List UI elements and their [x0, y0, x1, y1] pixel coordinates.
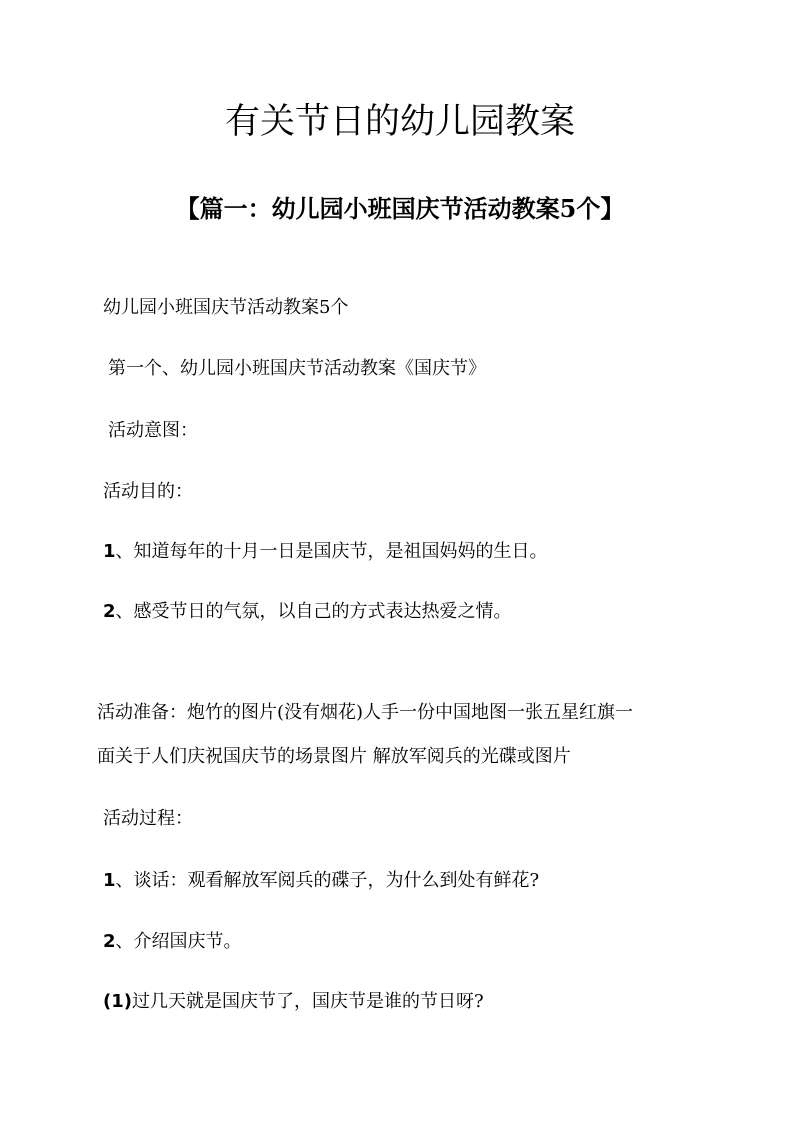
- paragraph-text: 幼儿园小班国庆节活动教案5个: [103, 297, 349, 318]
- list-item-text: 、介绍国庆节。: [115, 931, 242, 952]
- paragraph-text: 面关于人们庆祝国庆节的场景图片 解放军阅兵的光碟或图片: [97, 746, 571, 767]
- list-item-text: 过几天就是国庆节了，国庆节是谁的节日呀?: [131, 991, 484, 1012]
- paragraph-line: [108, 418, 198, 444]
- list-number: 2: [103, 931, 116, 952]
- paragraph-line: [97, 700, 633, 726]
- list-item-line: [103, 868, 539, 894]
- document-subtitle: 【篇一：幼儿园小班国庆节活动教案5个】: [175, 194, 625, 223]
- paragraph-text: 第一个、幼儿园小班国庆节活动教案《国庆节》: [108, 358, 486, 379]
- list-item-text: 、感受节日的气氛，以自己的方式表达热爱之情。: [115, 601, 512, 622]
- paragraph-line: [103, 806, 193, 832]
- paragraph-text: 活动过程：: [103, 808, 193, 829]
- list-item-line: [103, 599, 512, 625]
- paragraph-text: 活动意图：: [108, 420, 198, 441]
- list-number: (1): [103, 991, 132, 1012]
- paragraph-text: 活动准备：炮竹的图片(没有烟花)人手一份中国地图一张五星红旗一: [97, 702, 634, 723]
- list-number: 2: [103, 601, 116, 622]
- list-number: 1: [103, 541, 116, 562]
- paragraph-line: [103, 479, 193, 505]
- paragraph-line: [97, 744, 571, 770]
- document-title: 有关节日的幼儿园教案: [224, 102, 575, 142]
- paragraph-line: [103, 295, 348, 321]
- paragraph-text: 活动目的：: [103, 481, 193, 502]
- list-item-line: [103, 929, 242, 955]
- paragraph-line: [108, 356, 486, 382]
- list-number: 1: [103, 870, 116, 891]
- list-item-line: [103, 539, 548, 565]
- list-item-text: 、谈话：观看解放军阅兵的碟子，为什么到处有鲜花?: [115, 870, 540, 891]
- list-item-line: [103, 989, 484, 1015]
- list-item-text: 、知道每年的十月一日是国庆节，是祖国妈妈的生日。: [115, 541, 548, 562]
